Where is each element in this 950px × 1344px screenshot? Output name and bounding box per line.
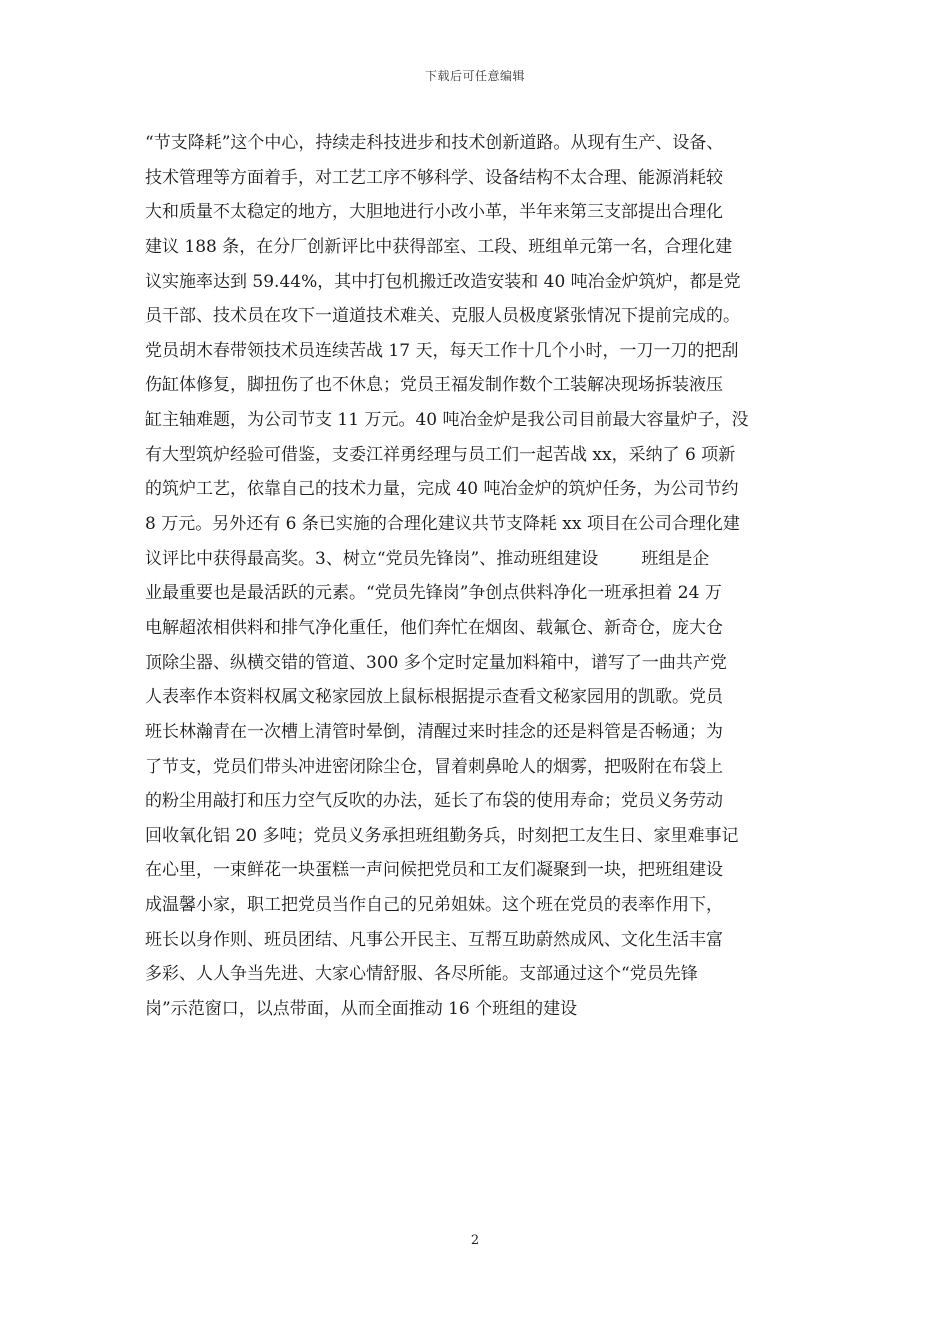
text-line: 有大型筑炉经验可借鉴，支委江祥勇经理与员工们一起苦战 xx，采纳了 6 项新 bbox=[145, 444, 736, 465]
text-line: 回收氧化铝 20 多吨；党员义务承担班组勤务兵，时刻把工友生日、家里难事记 bbox=[145, 825, 739, 846]
text-line: 议实施率达到 59.44%，其中打包机搬迁改造安装和 40 吨冶金炉筑炉，都是党 bbox=[145, 271, 741, 292]
page-header: 下载后可任意编辑 bbox=[424, 69, 525, 83]
text-line: 顶除尘器、纵横交错的管道、300 多个定时定量加料箱中，谱写了一曲共产党 bbox=[145, 652, 727, 673]
text-line: 人表率作本资料权属文秘家园放上鼠标根据提示查看文秘家园用的凯歌。党员 bbox=[145, 687, 723, 708]
text-line: 班长以身作则、班员团结、凡事公开民主、互帮互助蔚然成风、文化生活丰富 bbox=[145, 929, 723, 950]
text-line: “节支降耗”这个中心，持续走科技进步和技术创新道路。从现有生产、设备、 bbox=[145, 133, 724, 153]
text-line: 的筑炉工艺，依靠自己的技术力量，完成 40 吨冶金炉的筑炉任务，为公司节约 bbox=[145, 479, 739, 500]
text-line: 党员胡木春带领技术员连续苦战 17 天，每天工作十几个小时，一刀一刀的把刮 bbox=[145, 340, 739, 361]
text-line: 8 万元。另外还有 6 条已实施的合理化建议共节支降耗 xx 项目在公司合理化建 bbox=[145, 514, 740, 535]
text-line: 大和质量不太稳定的地方，大胆地进行小改小革，半年来第三支部提出合理化 bbox=[145, 202, 723, 223]
text-line: 电解超浓相供料和排气净化重任，他们奔忙在烟囱、载氟仓、新奇仓，庞大仓 bbox=[145, 617, 723, 638]
text-line: 议评比中获得最高奖。3、树立“党员先锋岗”、推动班组建设 班组是企 bbox=[145, 548, 710, 569]
text-line: 员干部、技术员在攻下一道道技术难关、克服人员极度紧张情况下提前完成的。 bbox=[145, 306, 740, 327]
text-line: 业最重要也是最活跃的元素。“党员先锋岗”争创点供料净化一班承担着 24 万 bbox=[145, 583, 722, 604]
text-line: 班长林瀚青在一次槽上清管时晕倒，清醒过来时挂念的还是料管是否畅通；为 bbox=[145, 721, 723, 742]
text-line: 伤缸体修复，脚扭伤了也不休息；党员王福发制作数个工装解决现场拆装液压 bbox=[145, 375, 723, 396]
text-line: 缸主轴难题，为公司节支 11 万元。40 吨冶金炉是我公司目前最大容量炉子，没 bbox=[145, 410, 749, 431]
text-line: 多彩、人人争当先进、大家心情舒服、各尽所能。支部通过这个“党员先锋 bbox=[145, 964, 698, 985]
text-line: 成温馨小家，职工把党员当作自己的兄弟姐妹。这个班在党员的表率作用下， bbox=[145, 895, 723, 916]
text-line: 在心里，一束鲜花一块蛋糕一声问候把党员和工友们凝聚到一块，把班组建设 bbox=[145, 860, 723, 881]
text-line: 建议 188 条，在分厂创新评比中获得部室、工段、班组单元第一名，合理化建 bbox=[145, 236, 733, 257]
text-line: 了节支，党员们带头冲进密闭除尘仓，冒着刺鼻呛人的烟雾，把吸附在布袋上 bbox=[145, 756, 723, 777]
text-line: 岗”示范窗口，以点带面，从而全面推动 16 个班组的建设 bbox=[145, 999, 578, 1020]
text-line: 技术管理等方面着手，对工艺工序不够科学、设备结构不太合理、能源消耗较 bbox=[145, 167, 723, 188]
text-line: 的粉尘用敲打和压力空气反吹的办法，延长了布袋的使用寿命；党员义务劳动 bbox=[145, 791, 723, 812]
page-number: 2 bbox=[470, 1233, 480, 1248]
body-paragraph bbox=[145, 126, 805, 1027]
